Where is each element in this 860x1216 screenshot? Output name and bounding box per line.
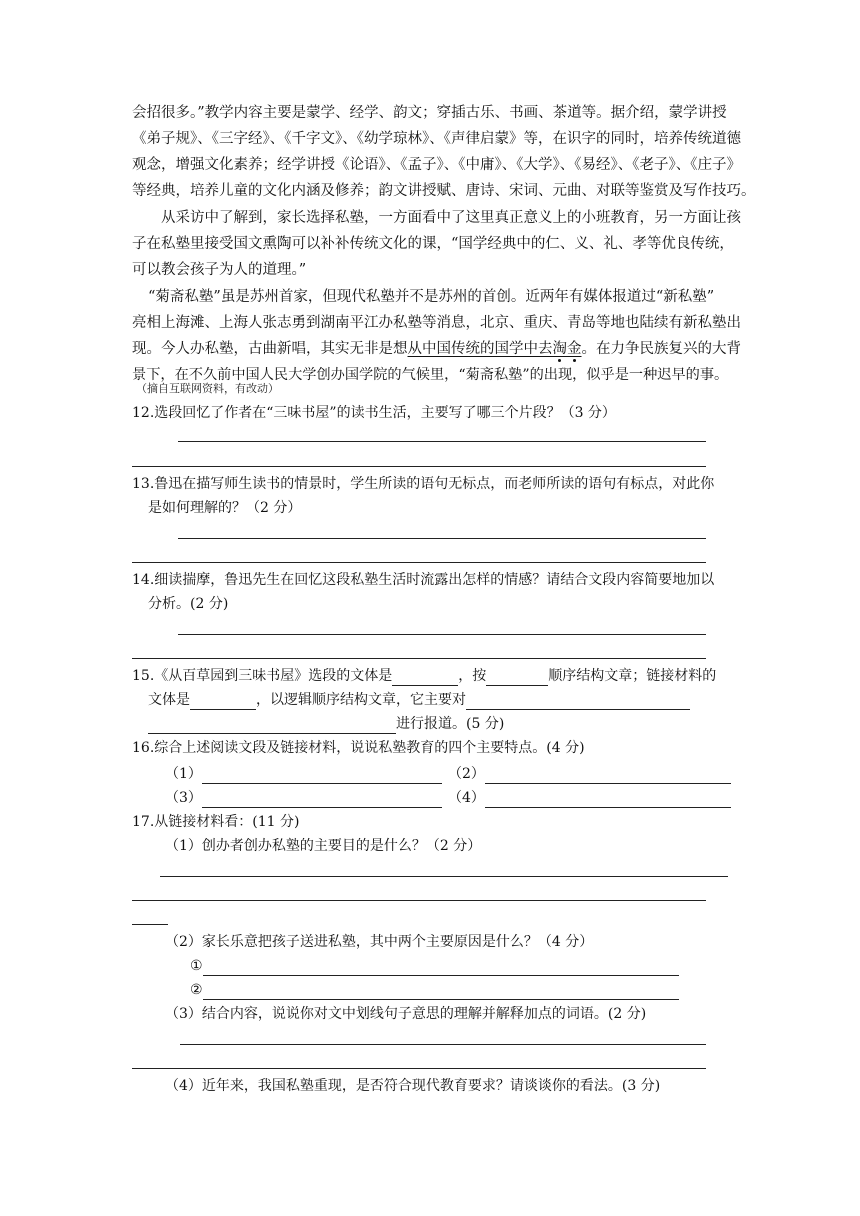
q16-item [448, 764, 731, 784]
fill-blank[interactable] [486, 669, 548, 686]
fill-blank[interactable] [485, 767, 731, 784]
question-13: 13.鲁迅在描写师生读书的情景时，学生所读的语句无标点，而老师所读的语句有标点，对此你 [132, 476, 715, 492]
question-17-4: （4）近年来，我国私塾重现，是否符合现代教育要求？请谈谈你的看法。(3 分) [165, 1078, 661, 1094]
question-15 [132, 666, 716, 686]
question-17-3: （3）结合内容，说说你对文中划线句子意思的理解并解释加点的词语。(2 分) [165, 1006, 647, 1022]
q15-text: ，以逻辑顺序结构文章，它主要对 [256, 692, 466, 708]
item-label: （2） [448, 766, 485, 782]
q15-text: ，按 [458, 668, 487, 684]
fill-blank[interactable] [202, 791, 442, 808]
answer-line[interactable] [178, 634, 706, 635]
q17-2-item [190, 956, 679, 976]
fill-blank[interactable] [203, 983, 679, 1000]
q16-item [165, 764, 442, 784]
text-segment: 现。今人办私塾，古曲新唱，其实无非是想 [132, 341, 408, 357]
passage-line: 等经典，培养儿童的文化内涵及修养；韵文讲授赋、唐诗、宋词、元曲、对联等鉴赏及写作技巧。 [132, 183, 756, 199]
source-note: （摘自互联网资料，有改动） [136, 382, 279, 395]
question-16: 16.综合上述阅读文段及链接材料，说说私塾教育的四个主要特点。(4 分) [132, 740, 585, 756]
passage-line: 可以教会孩子为人的道理。” [132, 262, 307, 278]
q15-text: 15.《从百草园到三味书屋》选段的文体是 [132, 668, 393, 684]
fill-blank[interactable] [485, 791, 731, 808]
passage-line: 《弟子规》、《三字经》、《千字文》、《幼学琼林》、《声律启蒙》等，在识字的同时，培养传统道德 [132, 131, 741, 147]
answer-line[interactable] [132, 466, 706, 467]
fill-blank[interactable] [202, 767, 442, 784]
answer-line[interactable] [180, 1044, 706, 1045]
passage-line: 从采访中了解到，家长选择私塾，一方面看中了这里真正意义上的小班教育，另一方面让孩 [161, 210, 741, 226]
underlined-text: 从中国传统的国学中去 [407, 341, 553, 357]
passage-line: 亮相上海滩、上海人张志勇到湖南平江办私塾等消息，北京、重庆、青岛等地也陆续有新私塾出 [132, 315, 741, 331]
question-12: 12.选段回忆了作者在“三味书屋”的读书生活，主要写了哪三个片段？（3 分） [132, 405, 616, 421]
answer-line[interactable] [132, 562, 706, 563]
answer-line[interactable] [160, 876, 728, 877]
item-label: （1） [165, 766, 202, 782]
question-17-1: （1）创办者创办私塾的主要目的是什么？（2 分） [165, 838, 482, 854]
passage-line: 景下，在不久前中国人民大学创办国学院的气候里，“菊斋私塾”的出现，似乎是一种迟早的事。 [132, 367, 729, 383]
question-15-cont [148, 690, 690, 710]
answer-line[interactable] [132, 924, 168, 925]
underlined-sentence [408, 341, 582, 357]
passage-line-underlined [132, 336, 741, 362]
question-14: 14.细读揣摩，鲁迅先生在回忆这段私塾生活时流露出怎样的情感？请结合文段内容简要地加以 [132, 572, 715, 588]
question-14-cont: 分析。(2 分) [148, 596, 229, 612]
text-segment: 。在力争民族复兴的大背 [581, 341, 741, 357]
dotted-char: 淘 [552, 341, 567, 357]
answer-line[interactable] [178, 538, 706, 539]
q16-item [165, 788, 442, 808]
passage-line: 子在私塾里接受国文熏陶可以补补传统文化的课，“国学经典中的仁、义、礼、孝等优良传统， [132, 236, 734, 252]
answer-line[interactable] [132, 1068, 706, 1069]
question-17: 17.从链接材料看：(11 分) [132, 814, 300, 830]
fill-blank[interactable] [466, 693, 690, 710]
passage-line: 观念，增强文化素养；经学讲授《论语》、《孟子》、《中庸》、《大学》、《易经》、《老子》、《庄子》 [132, 157, 741, 173]
answer-line[interactable] [132, 658, 706, 659]
passage-line: “菊斋私塾”虽是苏州首家，但现代私塾并不是苏州的首创。近两年有媒体报道过“新私塾” [148, 289, 715, 305]
item-label: ① [190, 958, 203, 974]
question-13-cont: 是如何理解的？（2 分） [148, 500, 302, 516]
q15-text: 文体是 [148, 692, 190, 708]
q17-2-item [190, 980, 679, 1000]
question-17-2: （2）家长乐意把孩子送进私塾，其中两个主要原因是什么？（4 分） [165, 934, 594, 950]
q15-text: 顺序结构文章；链接材料的 [548, 668, 717, 684]
fill-blank[interactable] [392, 669, 458, 686]
item-label: （3） [165, 790, 202, 806]
q16-item [448, 788, 731, 808]
fill-blank[interactable] [190, 693, 256, 710]
answer-line[interactable] [132, 900, 706, 901]
answer-line[interactable] [178, 441, 706, 442]
fill-blank[interactable] [203, 959, 679, 976]
item-label: （4） [448, 790, 485, 806]
dotted-char: 金 [567, 341, 582, 357]
passage-line: 会招很多。”教学内容主要是蒙学、经学、韵文；穿插古乐、书画、茶道等。据介绍，蒙学讲授 [132, 105, 727, 121]
q15-text: 进行报道。(5 分) [396, 716, 505, 732]
item-label: ② [190, 982, 203, 998]
fill-blank[interactable] [148, 717, 396, 734]
question-15-cont [148, 714, 504, 734]
